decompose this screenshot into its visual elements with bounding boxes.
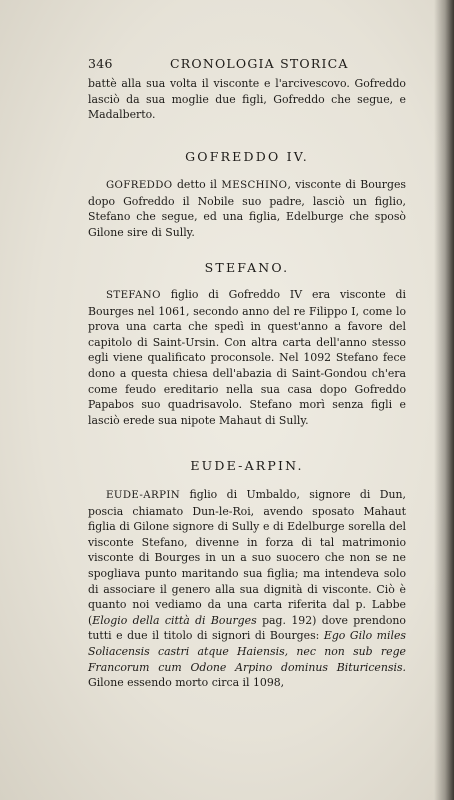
paragraph-stefano bbox=[88, 287, 406, 428]
intro-paragraph: battè alla sua volta il visconte e l'arcivescovo. Gofreddo lasciò da sua moglie due figli, Gofreddo che segue, e Madalberto. bbox=[88, 77, 406, 122]
page-number: 346 bbox=[88, 56, 113, 71]
paragraph-eude-arpin bbox=[88, 487, 406, 691]
epithet: MESCHINO bbox=[221, 180, 288, 191]
paragraph-gofreddo-iv bbox=[88, 177, 406, 240]
name-lead: EUDE-ARPIN bbox=[106, 490, 181, 501]
text-run: figlio di Gofreddo IV era visconte di Bourges nel 1061, secondo anno del re Filippo I, come lo prova una carta che spedì in quest'anno a favore del capitolo di Saint-Ursin. Con altra carta dell'anno stesso egli viene qualificato proconsole. Nel 1092 Stefano fece dono a questa chiesa dell'abazia di Saint-Gondou ch'era come feudo ereditario nella sua casa dopo Gofreddo Papabos suo quadrisavolo. Stefano morì senza figli e lasciò erede sua nipote Mahaut di Sully. bbox=[88, 288, 406, 427]
name-lead: GOFREDDO bbox=[106, 180, 173, 191]
italic-reference: Elogio della città di Bourges bbox=[92, 613, 257, 627]
section-heading-eude-arpin: EUDE-ARPIN. bbox=[190, 458, 304, 473]
latin-quote: Ego Gilo miles Soliacensis castri atque Haiensis, nec non sub rege Francorum cum Odone Arpino dominus Bituricensis. bbox=[88, 629, 407, 674]
section-heading-gofreddo-iv: GOFREDDO IV. bbox=[185, 149, 309, 164]
page-gutter-shadow bbox=[434, 0, 454, 800]
running-title: CRONOLOGIA STORICA bbox=[170, 56, 349, 71]
section-heading-stefano: STEFANO. bbox=[204, 260, 290, 275]
name-lead: STEFANO bbox=[106, 290, 161, 301]
text-run: pag. 192) dove prendono tutti e due il titolo di signori di Bourges: bbox=[88, 613, 406, 643]
running-header bbox=[88, 56, 416, 76]
text-run: figlio di Umbaldo, signore di Dun, poscia chiamato Dun-le-Roi, avendo sposato Mahaut figlia di Gilone signore di Sully e di Edelburge sorella del visconte Stefano, divenne in forza di tal matrimonio visconte di Bourges in un a suo suocero che non se ne spogliava punto maritando sua figlia; ma intendeva solo di associare il genero alla sua dignità di visconte. Ciò è quanto noi vediamo da una carta riferita dal p. Labbe ( bbox=[88, 488, 406, 627]
text-run: , visconte di Bourges dopo Gofreddo il Nobile suo padre, lasciò un figlio, Stefano che segue, ed una figlia, Edelburge che sposò Gilone sire di Sully. bbox=[88, 178, 407, 239]
text-run: detto il bbox=[176, 178, 218, 191]
text-run: Gilone essendo morto circa il 1098, bbox=[88, 676, 285, 690]
